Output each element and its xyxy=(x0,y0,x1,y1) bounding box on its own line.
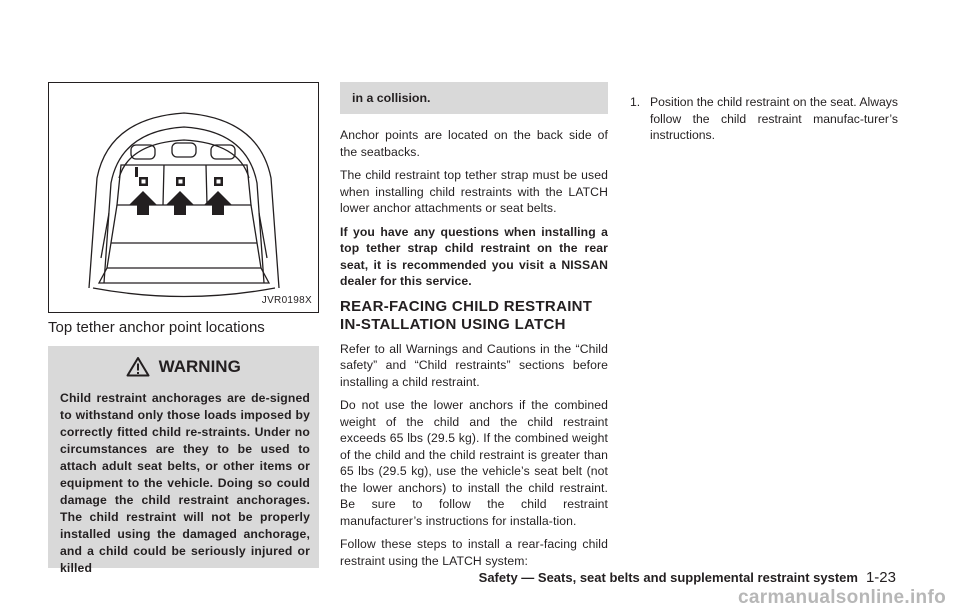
warning-box xyxy=(48,346,319,575)
paragraph-anchor-location: Anchor points are located on the back side of the seatbacks. xyxy=(340,128,608,159)
paragraph-follow-steps: Follow these steps to install a rear-facing child restraint using the LATCH system: xyxy=(340,537,608,568)
step-number: 1. xyxy=(630,95,641,109)
up-arrow-icon xyxy=(129,191,232,215)
paragraph-tether-usage: The child restraint top tether strap must be used when installing child restraints with the LATCH lower anchor attachments or seat belts. xyxy=(340,168,608,215)
step-item xyxy=(630,94,898,144)
car-cargo-area-illustration xyxy=(49,83,318,312)
paragraph-weight-limit: Do not use the lower anchors if the combined weight of the child and the child restraint exceeds 65 lbs (29.5 kg). If the combined weight of the child and the child restraint is greater than 65 lbs (29.5 kg), use the vehicle’s seat belt (not the lower anchors) to install the child restraint. Be sure to follow the child restraint manufacturer’s instructions for installa-tion. xyxy=(340,398,608,528)
section-heading: REAR-FACING CHILD RESTRAINT IN-STALLATION USING LATCH xyxy=(340,297,593,333)
warning-triangle-icon xyxy=(126,356,150,377)
warning-header xyxy=(48,356,319,377)
column-3 xyxy=(630,94,898,144)
paragraph-refer-warnings: Refer to all Warnings and Cautions in the “Child safety” and “Child restraints” sections before installing a child restraint. xyxy=(340,341,608,389)
figure-caption: Top tether anchor point locations xyxy=(48,319,265,336)
paragraph-dealer-advice: If you have any questions when installing a top tether strap child restraint on the rear seat, it is recommended you visit a NISSAN dealer for this service. xyxy=(340,224,608,288)
warning-title: WARNING xyxy=(158,356,241,376)
warning-text: Child restraint anchorages are de-signed to withstand only those loads imposed by correctly fitted child re-straints. Under no circumstances are they to be used to attach adult seat belts, or other items or equipment to the vehicle. Doing so could damage the child restraint anchorages. The child restraint will not be properly installed using the damaged anchorage, and a child could be seriously injured or killed xyxy=(60,391,310,575)
footer-section-title: Safety — Seats, seat belts and supplemental restraint system xyxy=(478,570,858,585)
column-2 xyxy=(340,82,608,569)
figure-code: JVR0198X xyxy=(261,295,312,306)
warning-continued: in a collision. xyxy=(340,82,608,114)
step-text: Position the child restraint on the seat. Always follow the child restraint manufac-turer’s instructions. xyxy=(650,95,898,142)
page-footer xyxy=(479,569,896,586)
page-number: 1-23 xyxy=(865,569,896,586)
figure-cargo-anchor-points xyxy=(48,82,319,313)
watermark: carmanualsonline.info xyxy=(738,587,946,608)
